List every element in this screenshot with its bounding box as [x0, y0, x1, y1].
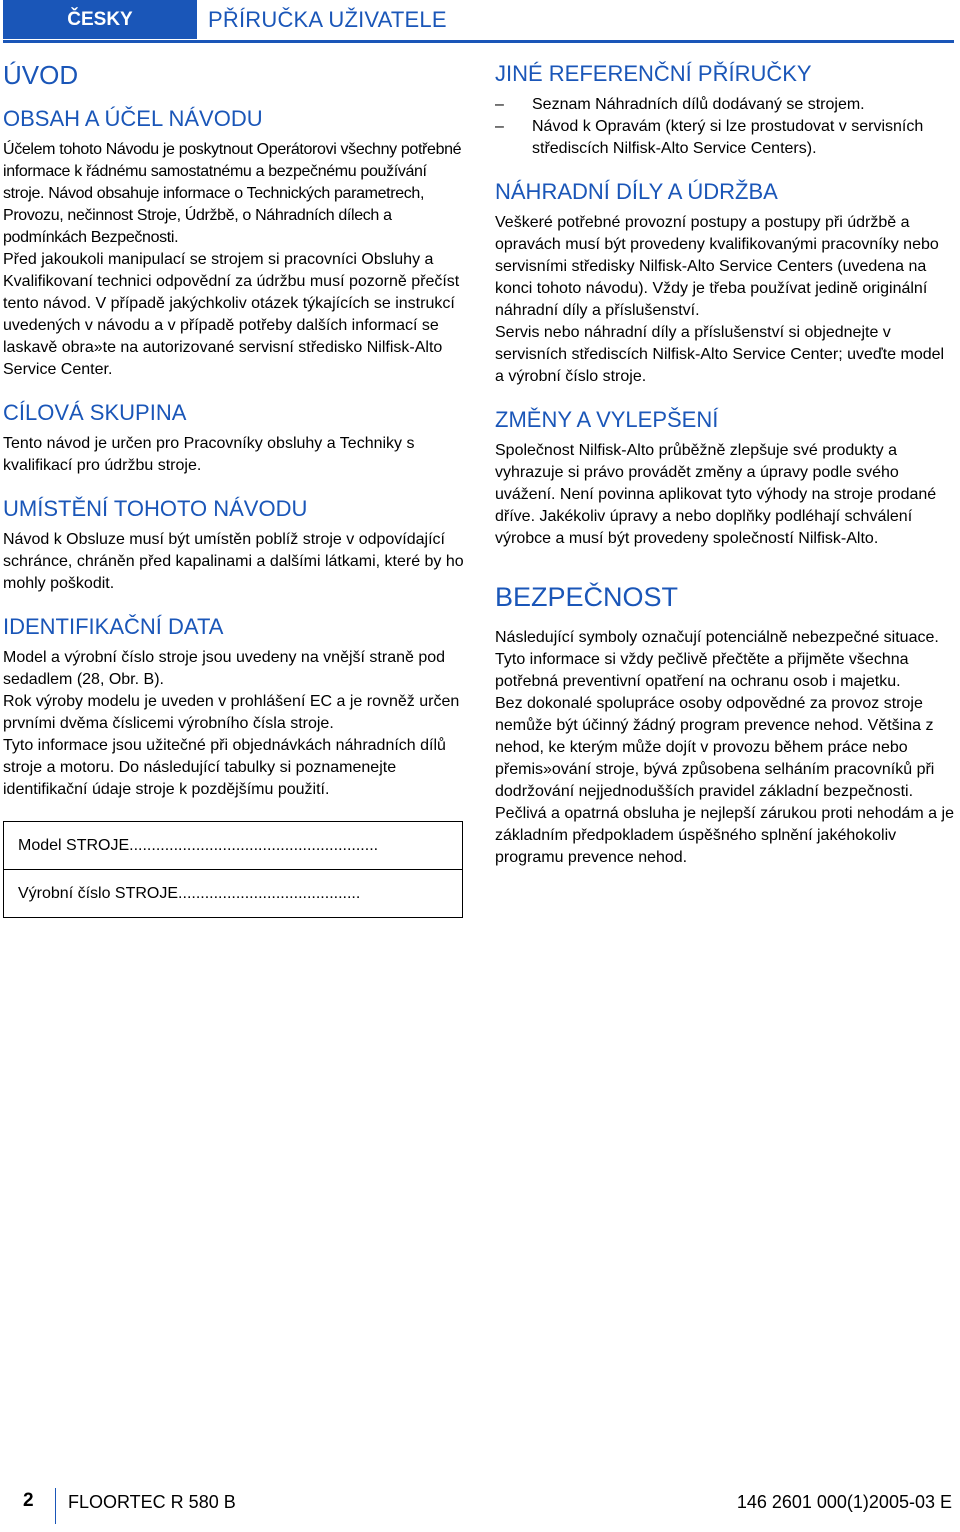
footer-divider: [55, 1488, 56, 1524]
left-column: [3, 60, 465, 918]
obsah-heading: OBSAH A ÚČEL NÁVODU: [3, 106, 263, 131]
document-code: 146 2601 000(1)2005-03 E: [736, 1492, 952, 1512]
right-column: [495, 60, 957, 869]
list-item: – Návod k Opravám (který si lze prostudovat v servisních střediscích Nilfisk-Alto Service Centers).: [495, 116, 957, 160]
cilova-paragraph: Tento návod je určen pro Pracovníky obsluhy a Techniky s kvalifikací pro údržbu stroje.: [3, 435, 415, 474]
nahradni-heading: NÁHRADNÍ DÍLY A ÚDRŽBA: [495, 179, 778, 204]
umisteni-heading: UMÍSTĚNÍ TOHOTO NÁVODU: [3, 496, 308, 521]
serial-cell[interactable]: Výrobní číslo STROJE.........................................: [4, 870, 463, 918]
page-footer: [0, 1488, 960, 1532]
nahradni-paragraph-2: Servis nebo náhradní díly a příslušenství si objednejte v servisních střediscích Nilfisk-Alto Service Center; uveďte model a výrobní číslo stroje.: [495, 324, 945, 385]
bezpecnost-heading: BEZPEČNOST: [495, 582, 679, 612]
umisteni-paragraph: Návod k Obsluze musí být umístěn poblíž stroje v odpovídající schránce, chráněn před kapalinami a dalšími látkami, které by ho mohly poškodit.: [3, 531, 464, 592]
zmeny-heading: ZMĚNY A VYLEPŠENÍ: [495, 407, 719, 432]
header-divider: [3, 40, 954, 43]
nahradni-paragraph-1: Veškeré potřebné provozní postupy a postupy při údržbě a opravách musí být provedeny kvalifikovanými pracovníky nebo servisními středisky Nilfisk-Alto Service Centers (uvedena na konci tohoto návodu). Vždy je třeba používat jedině originální náhradní díly a příslušenství.: [495, 214, 939, 319]
jine-heading: JINÉ REFERENČNÍ PŘÍRUČKY: [495, 61, 812, 86]
reference-list: [495, 94, 957, 160]
language-tab[interactable]: ČESKY: [3, 0, 197, 39]
ident-paragraph-3: Tyto informace jsou užitečné při objednávkách náhradních dílů stroje a motoru. Do následující tabulky si poznamenejte identifikační údaje stroje k pozdějšímu použití.: [3, 737, 446, 798]
zmeny-paragraph: Společnost Nilfisk-Alto průběžně zlepšuje své produkty a vyhrazuje si právo provádět změny a úpravy podle svého uvážení. Není povinna aplikovat tyto výhody na stroje prodané dříve. Jakékoliv úpravy a nebo doplňky podléhají schválení výrobce a musí být provedeny společností Nilfisk-Alto.: [495, 442, 937, 547]
table-row: [4, 822, 463, 870]
page-header: [0, 0, 960, 42]
bezpecnost-paragraph-2: Bez dokonalé spolupráce osoby odpovědné za provoz stroje nemůže být účinný žádný program prevence nehod. Většina z nehod, ke kterým může dojít v provozu během práce nebo přemis»ování stroje, bývá způsobena selháním pracovníků při dodržování nejjednodušších pravidel základní bezpečnosti. Pečlivá a opatrná obsluha je nejlepší zárukou proti nehodám a je základním předpokladem úspěšného splnění jakéhokoliv programu prevence nehod.: [495, 695, 954, 866]
identification-table: [3, 821, 463, 918]
product-name: FLOORTEC R 580 B: [68, 1492, 236, 1512]
model-cell[interactable]: Model STROJE........................................................: [4, 822, 463, 870]
bezpecnost-paragraph-1: Následující symboly označují potenciálně nebezpečné situace. Tyto informace si vždy pečlivě přečtěte a přijměte všechna potřebná preventivní opatření na ochranu osob i majetku.: [495, 629, 939, 690]
uvod-heading: ÚVOD: [3, 60, 79, 90]
table-row: [4, 870, 463, 918]
obsah-paragraph-1: Účelem tohoto Návodu je poskytnout Operátorovi všechny potřebné informace k řádnému samostatnému a bezpečnému používání stroje. Návod obsahuje informace o Technických parametrech, Provozu, nečinnost Stroje, Údržbě, o Náhradních dílech a podmínkách Bezpečnosti.: [3, 141, 462, 246]
list-item: – Seznam Náhradních dílů dodávaný se strojem.: [495, 94, 957, 116]
manual-title: PŘÍRUČKA UŽIVATELE: [208, 7, 447, 32]
ident-heading: IDENTIFIKAČNÍ DATA: [3, 614, 224, 639]
ident-paragraph-1: Model a výrobní číslo stroje jsou uvedeny na vnější straně pod sedadlem (28, Obr. B).: [3, 649, 446, 688]
obsah-paragraph-2: Před jakoukoli manipulací se strojem si pracovníci Obsluhy a Kvalifikovaní technici odpovědní za údržbu musí pozorně přečíst tento návod. V případě jakýchkoliv otázek týkajících se instrukcí uvedených v návodu a v případě potřeby dalších informací se laskavě obra»te na autorizované servisní středisko Nilfisk-Alto Service Center.: [3, 251, 460, 378]
cilova-heading: CÍLOVÁ SKUPINA: [3, 400, 187, 425]
page-number: 2: [23, 1490, 34, 1511]
ident-paragraph-2: Rok výroby modelu je uveden v prohlášení EC a je rovněž určen prvními dvěma číslicemi výrobního čísla stroje.: [3, 693, 460, 732]
